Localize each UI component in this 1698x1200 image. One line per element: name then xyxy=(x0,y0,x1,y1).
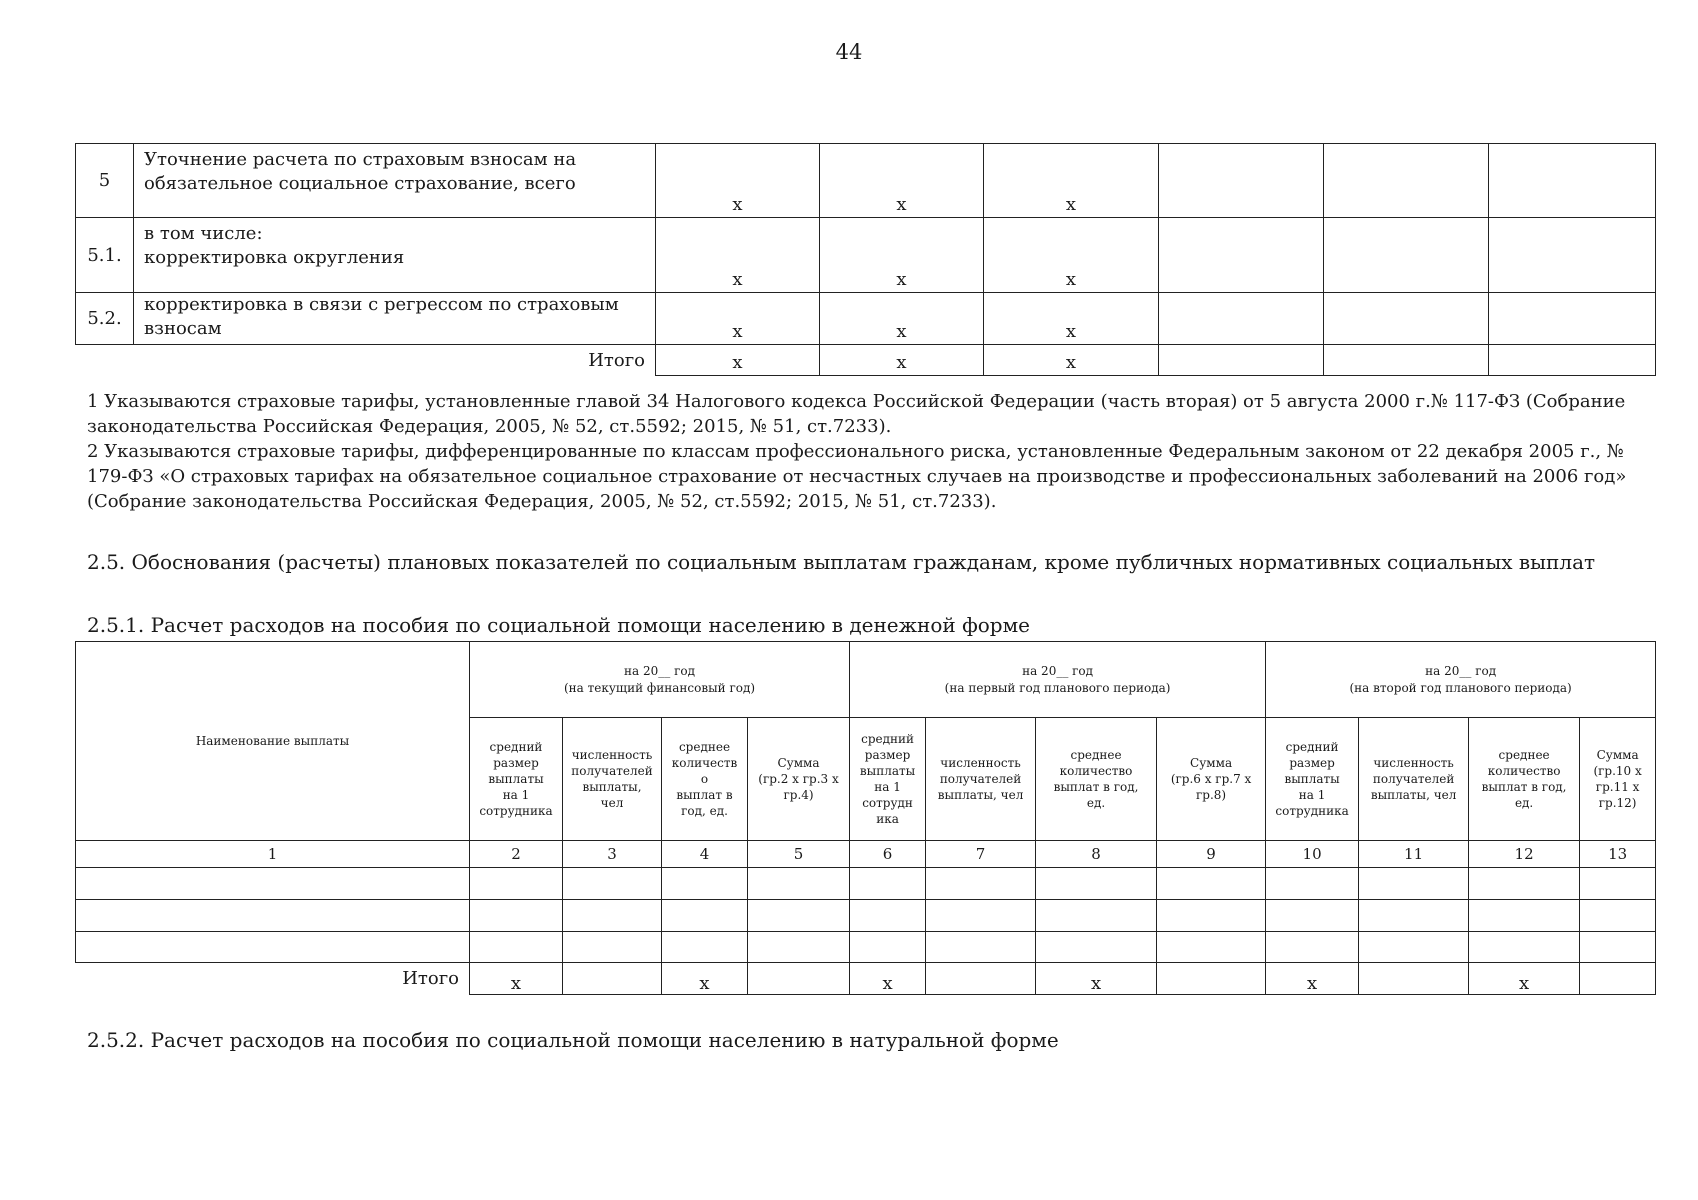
empty-cell xyxy=(1157,963,1266,995)
column-header-line: ед. xyxy=(1514,796,1534,810)
empty-cell xyxy=(1036,900,1157,932)
column-header-line: среднее xyxy=(1498,748,1550,762)
column-number-row xyxy=(76,841,1656,868)
column-header xyxy=(1359,718,1469,841)
column-header-line: гр.11 х xyxy=(1595,780,1640,794)
na-mark: х xyxy=(984,345,1159,376)
column-header-line: размер xyxy=(493,756,539,770)
empty-cell xyxy=(1580,963,1656,995)
empty-cell xyxy=(1324,144,1489,218)
empty-cell xyxy=(470,900,563,932)
column-header-line: средний xyxy=(1285,740,1339,754)
empty-cell xyxy=(1469,932,1580,963)
empty-cell xyxy=(563,963,662,995)
total-label: Итого xyxy=(76,345,656,376)
column-header-line: чел xyxy=(600,796,624,810)
column-header xyxy=(1036,718,1157,841)
empty-cell xyxy=(1157,900,1266,932)
na-mark: х xyxy=(820,218,984,293)
empty-cell xyxy=(1359,900,1469,932)
column-header xyxy=(1157,718,1266,841)
row-number: 5.2. xyxy=(76,293,134,345)
empty-cell xyxy=(1469,900,1580,932)
column-number: 12 xyxy=(1469,841,1580,868)
column-header-line: ед. xyxy=(1086,796,1106,810)
row-description xyxy=(134,218,656,293)
column-header-line: средний xyxy=(861,732,914,746)
period-description: (на второй год планового периода) xyxy=(1349,680,1572,695)
empty-cell xyxy=(1580,932,1656,963)
column-header xyxy=(1469,718,1580,841)
period-label: на 20__ год xyxy=(624,663,695,678)
column-header-line: выплаты, чел xyxy=(937,788,1024,802)
header-row-periods xyxy=(76,642,1656,718)
na-mark: х xyxy=(984,218,1159,293)
column-header-line: размер xyxy=(864,748,911,762)
empty-cell xyxy=(926,932,1036,963)
na-mark: х xyxy=(662,963,748,995)
empty-cell xyxy=(1266,900,1359,932)
column-header-line: численность xyxy=(1373,756,1454,770)
empty-cell xyxy=(748,932,850,963)
empty-cell xyxy=(1580,900,1656,932)
column-header-line: гр.8) xyxy=(1196,788,1227,802)
table-row xyxy=(76,218,1656,293)
empty-cell xyxy=(563,868,662,900)
column-header xyxy=(563,718,662,841)
column-header-line: получателей xyxy=(939,772,1022,786)
table-row xyxy=(76,144,1656,218)
na-mark: х xyxy=(1266,963,1359,995)
page-number: 44 xyxy=(835,40,863,64)
column-header-line: Сумма xyxy=(1190,756,1233,770)
column-header-line: ика xyxy=(876,812,899,826)
column-header-line: гр.4) xyxy=(783,788,814,802)
column-header-line: о xyxy=(700,772,709,786)
empty-cell xyxy=(1159,218,1324,293)
column-number: 1 xyxy=(76,841,470,868)
empty-cell xyxy=(926,900,1036,932)
na-mark: х xyxy=(820,293,984,345)
empty-cell xyxy=(1157,868,1266,900)
total-row xyxy=(76,963,1656,995)
column-header-line: количество xyxy=(1059,764,1133,778)
column-header-line: выплаты, чел xyxy=(1370,788,1457,802)
empty-cell xyxy=(470,932,563,963)
footnote-2-line: 179-ФЗ «О страховых тарифах на обязательное социальное страхование от несчастных случаев на производстве и профессиональных заболеваний на 2006 год» xyxy=(87,466,1627,487)
period-first-plan-year xyxy=(850,642,1266,718)
column-header-line: (гр.10 х xyxy=(1593,764,1642,778)
column-header-line: выплат в год, xyxy=(1053,780,1139,794)
cash-benefits-table xyxy=(75,641,1656,995)
column-header-line: (гр.6 х гр.7 х xyxy=(1170,772,1252,786)
na-mark: х xyxy=(1469,963,1580,995)
column-header-line: выплаты xyxy=(1284,772,1340,786)
column-number: 7 xyxy=(926,841,1036,868)
row-description xyxy=(134,144,656,218)
empty-cell xyxy=(926,868,1036,900)
empty-cell xyxy=(1159,345,1324,376)
empty-cell xyxy=(1489,218,1656,293)
row-description xyxy=(134,293,656,345)
empty-cell xyxy=(563,932,662,963)
column-header-line: выплаты, xyxy=(582,780,642,794)
empty-cell xyxy=(1324,218,1489,293)
empty-cell xyxy=(1324,293,1489,345)
column-number: 6 xyxy=(850,841,926,868)
empty-cell xyxy=(1580,868,1656,900)
na-mark: х xyxy=(656,218,820,293)
column-header xyxy=(1580,718,1656,841)
empty-cell xyxy=(76,900,470,932)
empty-cell xyxy=(76,932,470,963)
column-header-line: выплаты xyxy=(859,764,916,778)
empty-cell xyxy=(662,900,748,932)
row-number: 5 xyxy=(76,144,134,218)
row-description-line: взносам xyxy=(144,318,222,339)
column-header-line: год, ед. xyxy=(681,804,728,818)
column-number: 10 xyxy=(1266,841,1359,868)
na-mark: х xyxy=(820,345,984,376)
column-number: 9 xyxy=(1157,841,1266,868)
period-label: на 20__ год xyxy=(1425,663,1497,678)
column-header-line: получателей xyxy=(1372,772,1455,786)
empty-cell xyxy=(926,963,1036,995)
column-header-line: выплат в xyxy=(676,788,733,802)
row-description-line: в том числе: xyxy=(144,223,263,244)
period-description: (на первый год планового периода) xyxy=(944,680,1171,695)
empty-cell xyxy=(850,900,926,932)
column-header xyxy=(1266,718,1359,841)
column-number: 4 xyxy=(662,841,748,868)
column-header-line: на 1 xyxy=(502,788,530,802)
column-header-line: размер xyxy=(1289,756,1335,770)
footnote-1-line: 1 Указываются страховые тарифы, установленные главой 34 Налогового кодекса Российской Федерации (часть вторая) от 5 августа 2000 г.№ 117-ФЗ (Собрание xyxy=(87,391,1626,412)
column-header-line: на 1 xyxy=(874,780,901,794)
empty-cell xyxy=(1157,932,1266,963)
table-row xyxy=(76,293,1656,345)
insurance-correction-table xyxy=(75,143,1656,376)
empty-cell xyxy=(470,868,563,900)
na-mark: х xyxy=(1036,963,1157,995)
footnote-2-line: 2 Указываются страховые тарифы, дифференцированные по классам профессионального риска, установленные Федеральным законом от 22 декабря 2005 г., № xyxy=(87,441,1624,462)
empty-cell xyxy=(748,868,850,900)
column-number: 11 xyxy=(1359,841,1469,868)
na-mark: х xyxy=(656,293,820,345)
na-mark: х xyxy=(656,345,820,376)
row-description-line: Уточнение расчета по страховым взносам на xyxy=(144,149,577,170)
na-mark: х xyxy=(984,144,1159,218)
column-header-line: количество xyxy=(1487,764,1561,778)
empty-cell xyxy=(662,932,748,963)
column-header xyxy=(748,718,850,841)
column-header-line: численность xyxy=(940,756,1021,770)
empty-cell xyxy=(1489,293,1656,345)
na-mark: х xyxy=(820,144,984,218)
table-row xyxy=(76,868,1656,900)
table-row xyxy=(76,932,1656,963)
empty-cell xyxy=(1036,932,1157,963)
empty-cell xyxy=(748,900,850,932)
column-header-line: среднее xyxy=(1070,748,1122,762)
empty-cell xyxy=(1469,868,1580,900)
empty-cell xyxy=(1159,144,1324,218)
column-header xyxy=(850,718,926,841)
row-description-line: корректировка округления xyxy=(144,247,405,268)
column-number: 3 xyxy=(563,841,662,868)
empty-cell xyxy=(1159,293,1324,345)
empty-cell xyxy=(1266,932,1359,963)
column-header-line: выплаты xyxy=(488,772,544,786)
empty-cell xyxy=(1324,345,1489,376)
empty-cell xyxy=(850,868,926,900)
empty-cell xyxy=(76,868,470,900)
na-mark: х xyxy=(850,963,926,995)
empty-cell xyxy=(1036,868,1157,900)
table-row xyxy=(76,900,1656,932)
period-label: на 20__ год xyxy=(1022,663,1094,678)
footnotes xyxy=(87,389,1647,514)
section-heading-2-5-2: 2.5.2. Расчет расходов на пособия по социальной помощи населению в натуральной форме xyxy=(87,1028,1059,1052)
empty-cell xyxy=(563,900,662,932)
column-header-line: средний xyxy=(489,740,543,754)
column-header-line: получателей xyxy=(571,764,653,778)
empty-cell xyxy=(1359,932,1469,963)
na-mark: х xyxy=(656,144,820,218)
row-number: 5.1. xyxy=(76,218,134,293)
period-description: (на текущий финансовый год) xyxy=(563,680,756,695)
column-header-line: сотрудника xyxy=(1275,804,1349,818)
column-header xyxy=(470,718,563,841)
empty-cell xyxy=(1266,868,1359,900)
period-second-plan-year xyxy=(1266,642,1656,718)
column-header-line: на 1 xyxy=(1298,788,1326,802)
column-number: 13 xyxy=(1580,841,1656,868)
column-header xyxy=(662,718,748,841)
empty-cell xyxy=(850,932,926,963)
empty-cell xyxy=(748,963,850,995)
column-header-line: количеств xyxy=(671,756,738,770)
column-header xyxy=(926,718,1036,841)
column-header-line: сотрудника xyxy=(479,804,553,818)
na-mark: х xyxy=(470,963,563,995)
empty-cell xyxy=(662,868,748,900)
empty-cell xyxy=(1489,345,1656,376)
section-heading-2-5-1: 2.5.1. Расчет расходов на пособия по социальной помощи населению в денежной форме xyxy=(87,613,1030,637)
column-header-line: Сумма xyxy=(777,756,820,770)
footnote-1-line: законодательства Российская Федерация, 2005, № 52, ст.5592; 2015, № 51, ст.7233). xyxy=(87,416,892,437)
total-label: Итого xyxy=(76,963,470,995)
empty-cell xyxy=(1489,144,1656,218)
column-header-line: Сумма xyxy=(1596,748,1639,762)
empty-cell xyxy=(1359,868,1469,900)
column-number: 2 xyxy=(470,841,563,868)
column-header-line: численность xyxy=(571,748,653,762)
empty-cell xyxy=(1359,963,1469,995)
column-header-line: среднее xyxy=(678,740,731,754)
column-number: 8 xyxy=(1036,841,1157,868)
row-description-line: обязательное социальное страхование, всего xyxy=(144,173,576,194)
column-header-line: выплат в год, xyxy=(1481,780,1567,794)
total-row xyxy=(76,345,1656,376)
footnote-2-line: (Собрание законодательства Российская Федерация, 2005, № 52, ст.5592; 2015, № 51, ст.7233). xyxy=(87,491,997,512)
column-header-line: (гр.2 х гр.3 х xyxy=(758,772,839,786)
na-mark: х xyxy=(984,293,1159,345)
column-header-line: гр.12) xyxy=(1598,796,1637,810)
payment-name-header: Наименование выплаты xyxy=(76,642,470,841)
row-description-line: корректировка в связи с регрессом по страховым xyxy=(144,294,619,315)
column-number: 5 xyxy=(748,841,850,868)
section-heading-2-5: 2.5. Обоснования (расчеты) плановых показателей по социальным выплатам гражданам, кроме публичных нормативных социальных выплат xyxy=(87,550,1596,574)
column-header-line: сотрудн xyxy=(862,796,913,810)
period-current-year xyxy=(470,642,850,718)
